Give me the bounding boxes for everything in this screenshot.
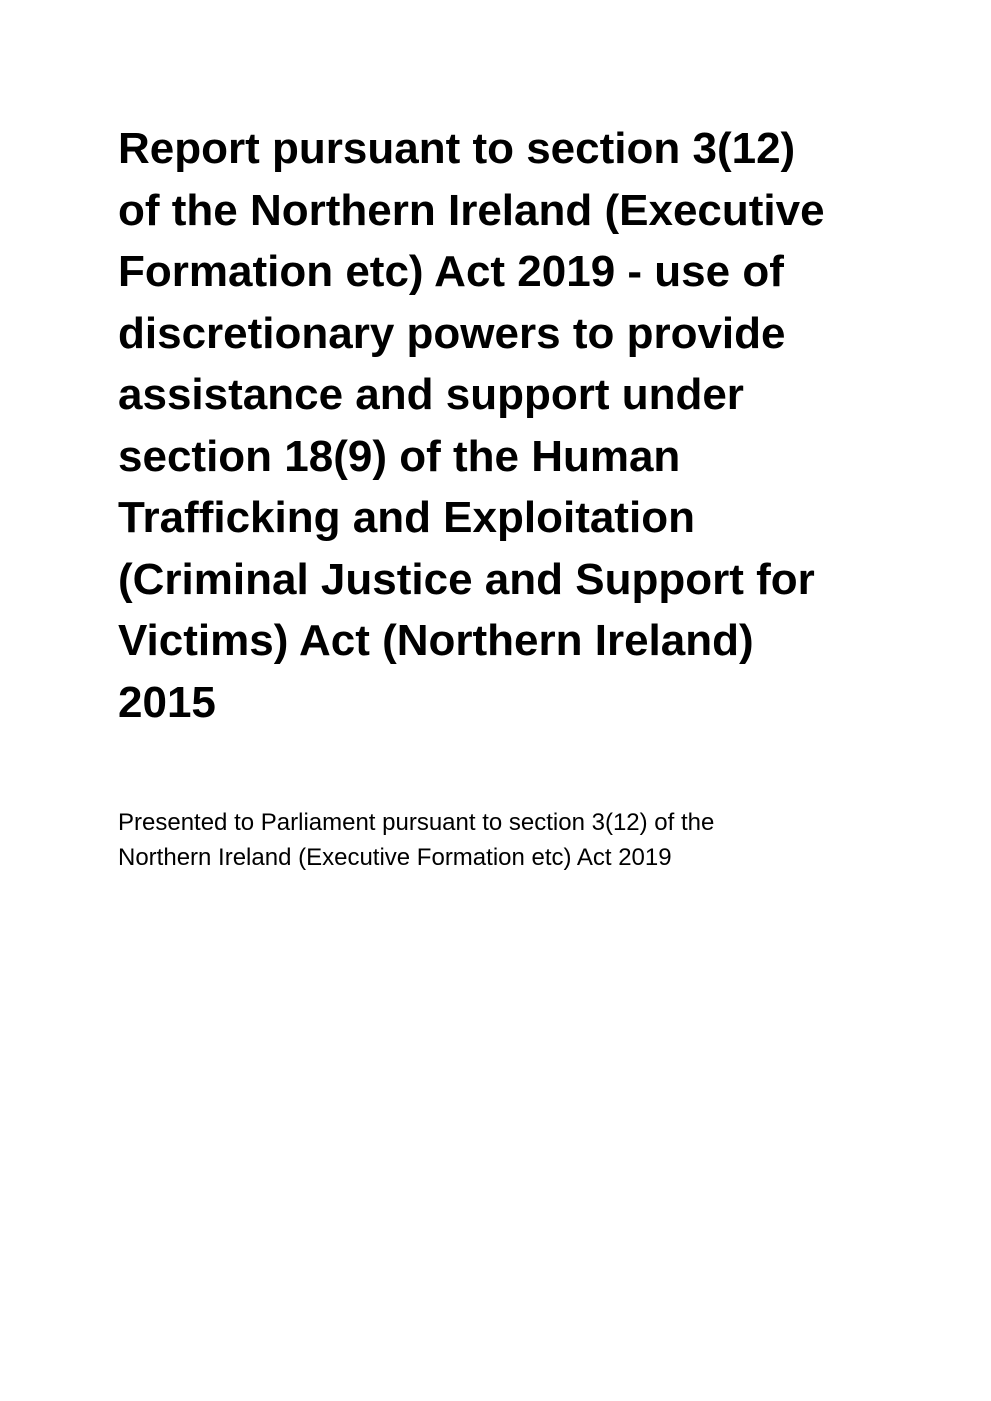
title-line: of the Northern Ireland (Executive [118, 185, 825, 235]
title-line: Trafficking and Exploitation [118, 493, 695, 542]
title-line: section 18(9) of the Human [118, 431, 681, 481]
document-title [118, 118, 918, 733]
title-line: assistance and support under [118, 370, 744, 419]
title-line: Report pursuant to section 3(12) [118, 124, 796, 173]
title-line: 2015 [118, 677, 216, 727]
title-line: Formation etc) Act 2019 - use of [118, 247, 784, 296]
presentation-statement [118, 805, 878, 875]
title-line: discretionary powers to provide [118, 308, 786, 358]
title-line: (Criminal Justice and Support for [118, 554, 815, 604]
title-line: Victims) Act (Northern Ireland) [118, 616, 754, 665]
subtitle-line: Northern Ireland (Executive Formation etc) Act 2019 [118, 844, 672, 871]
subtitle-line: Presented to Parliament pursuant to section 3(12) of the [118, 809, 715, 836]
